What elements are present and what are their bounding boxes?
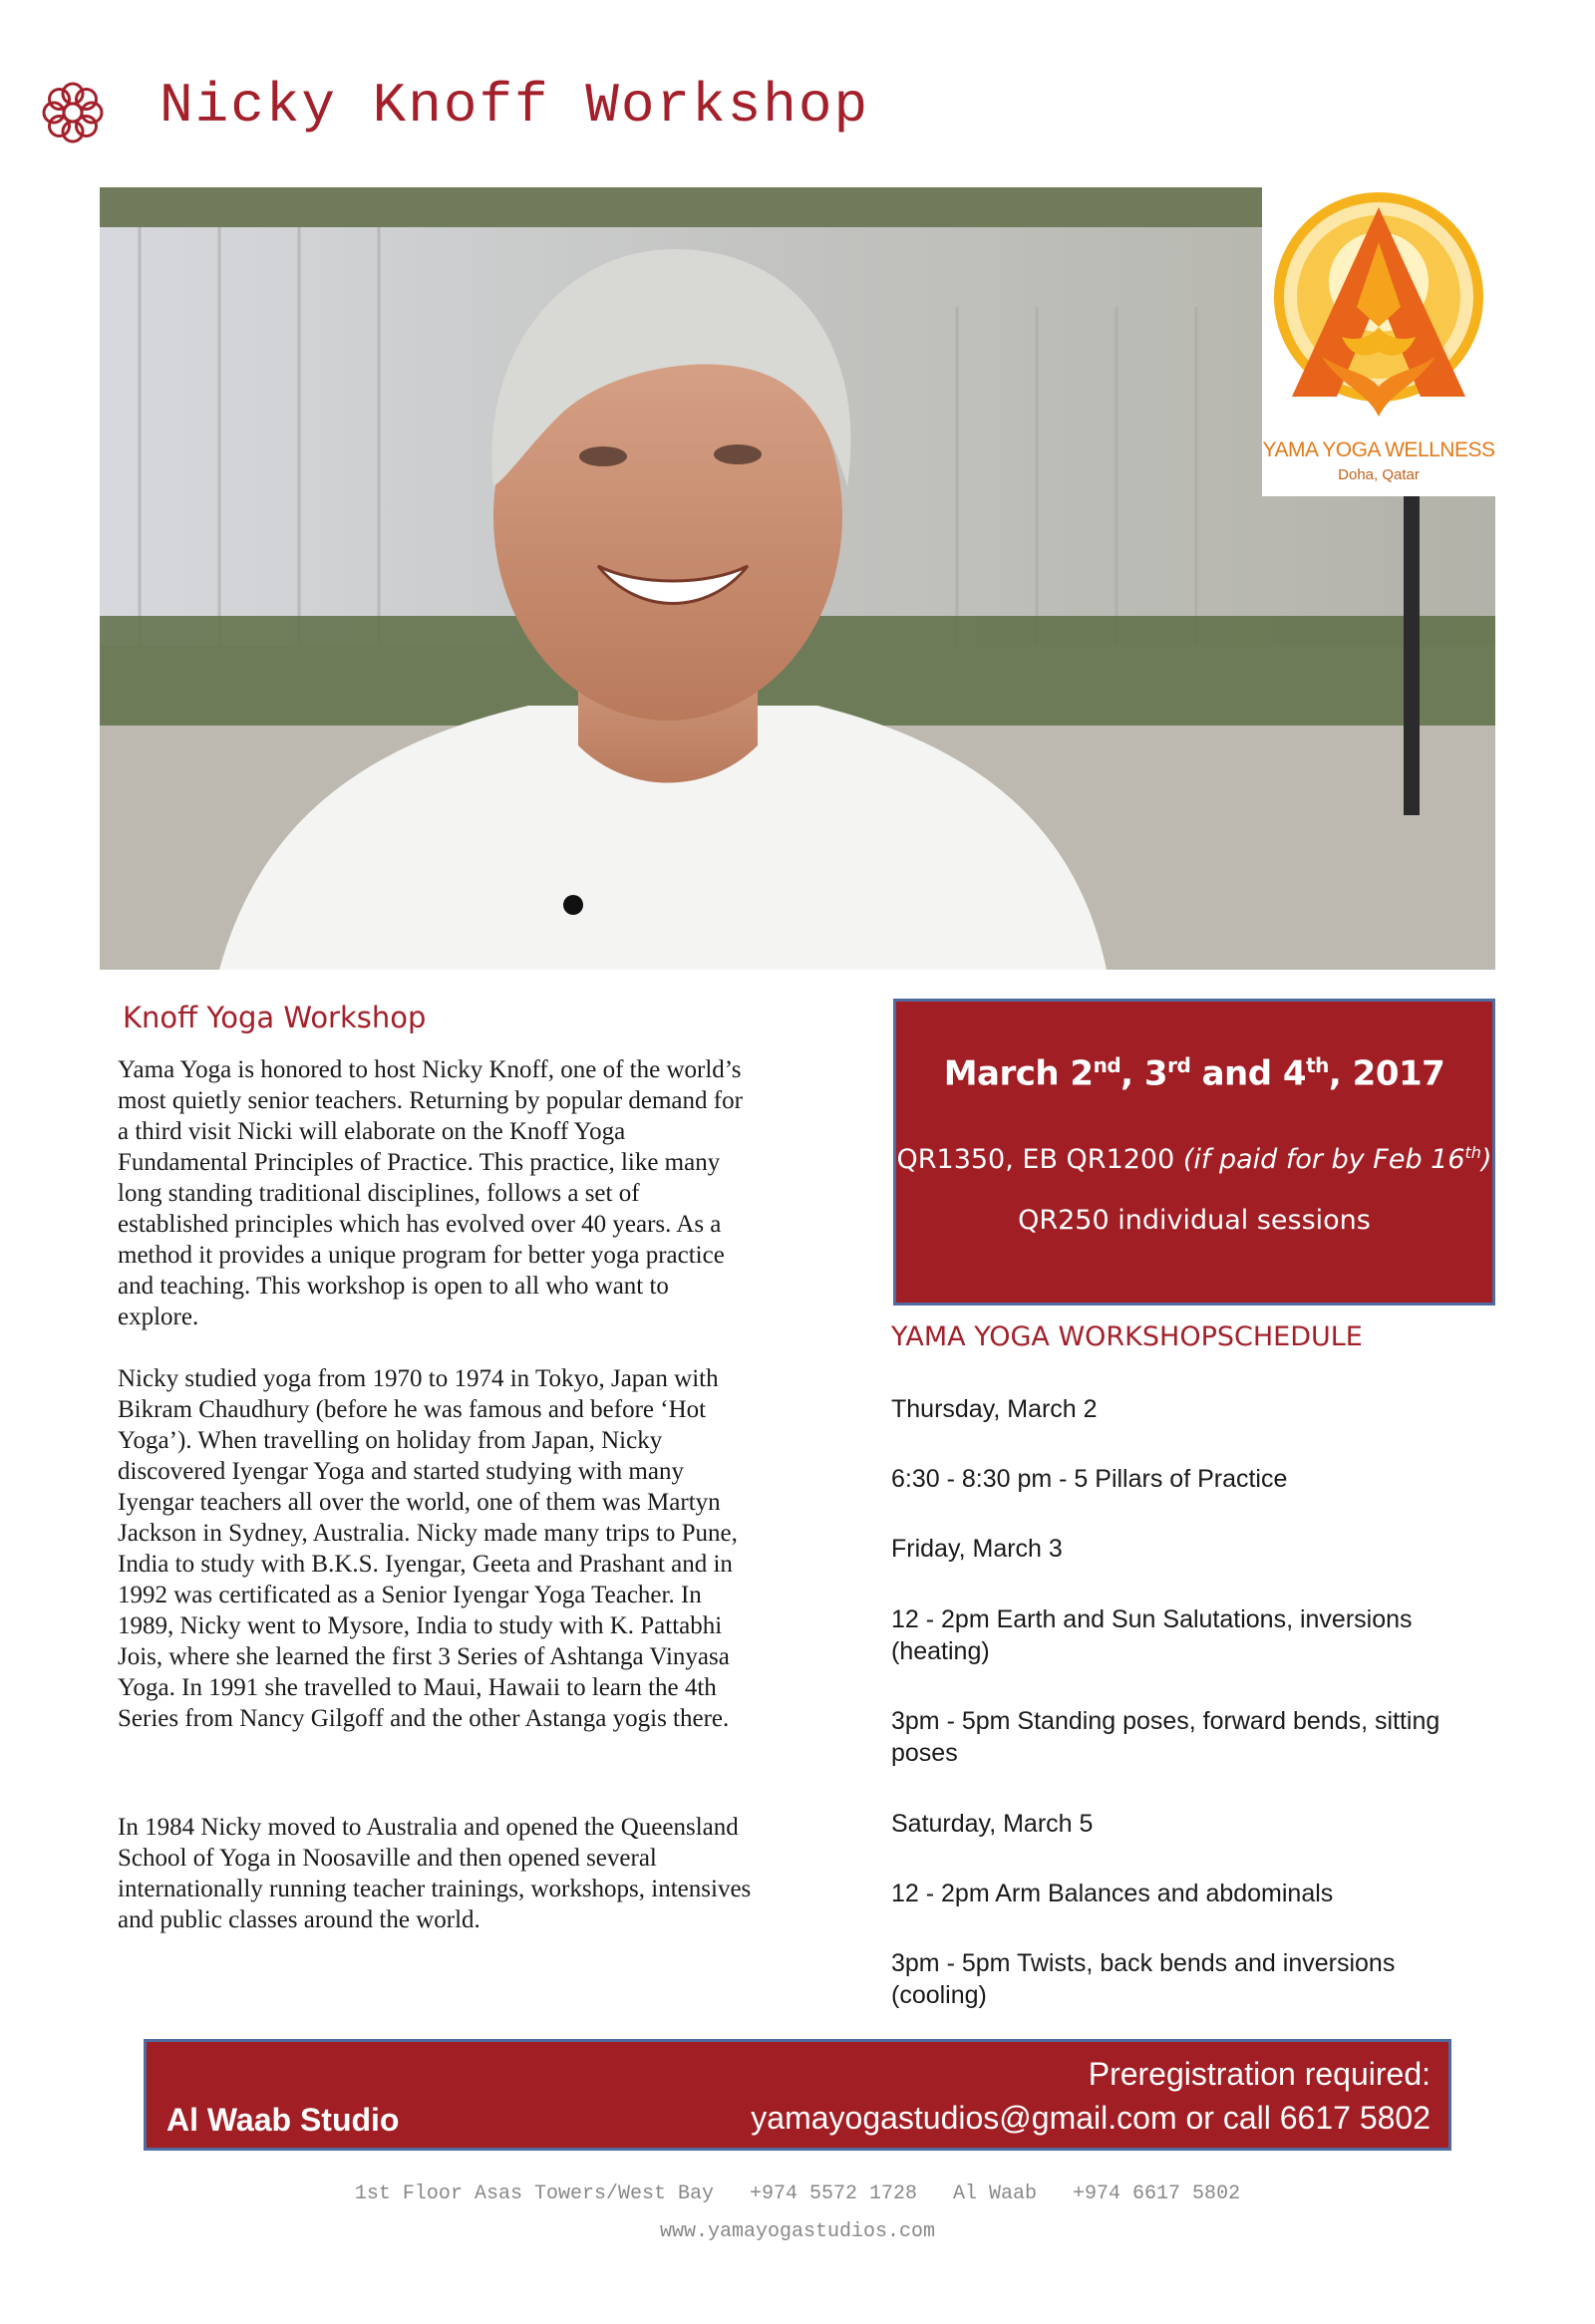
contact-info[interactable]: yamayogastudios@gmail.com or call 6617 5802 bbox=[751, 2100, 1431, 2136]
schedule-heading: YAMA YOGA WORKSHOPSCHEDULE bbox=[891, 1321, 1363, 1352]
footer-bar bbox=[144, 2039, 1451, 2151]
preregistration-label: Preregistration required: bbox=[1088, 2056, 1431, 2092]
schedule-session: 6:30 - 8:30 pm - 5 Pillars of Practice bbox=[891, 1465, 1288, 1493]
schedule-session: 3pm - 5pm Twists, back bends and inversions (cooling) bbox=[891, 1949, 1396, 2009]
event-sessions: QR250 individual sessions bbox=[1018, 1205, 1371, 1236]
yama-yoga-logo bbox=[1262, 187, 1495, 496]
website-link[interactable]: www.yamayogastudios.com bbox=[659, 2220, 936, 2243]
section-heading: Knoff Yoga Workshop bbox=[123, 1001, 427, 1034]
logo-name: YAMA YOGA WELLNESS bbox=[1262, 438, 1495, 461]
logo-city: Doha, Qatar bbox=[1338, 466, 1420, 483]
schedule-day: Saturday, March 5 bbox=[891, 1810, 1094, 1838]
schedule-day: Thursday, March 2 bbox=[891, 1395, 1098, 1423]
schedule-session: 3pm - 5pm Standing poses, forward bends, sitting poses bbox=[891, 1707, 1440, 1767]
biography-paragraph: Nicky studied yoga from 1970 to 1974 in Tokyo, Japan with Bikram Chaudhury (before he was famous and before ‘Hot Yoga’). When travelling on holiday from Japan, Nicky discovered Iyengar Yoga and started studying with many Iyengar teachers all over the world, one of them was Martyn Jackson in Sydney, Australia. Nicky made many trips to Pune, India to study with B.K.S. Iyengar, Geeta and Prashant and in 1992 was certificated as a Senior Iyengar Yoga Teacher. In 1989, Nicky went to Mysore, India to study with K. Pattabhi Jois, where she learned the first 3 Series of Ashtanga Vinyasa Yoga. In 1991 she travelled to Maui, Hawaii to learn the 4th Series from Nancy Gilgoff and the other Astanga yogis there. bbox=[118, 1365, 738, 1732]
event-info-box bbox=[893, 999, 1495, 1306]
intro-paragraph: Yama Yoga is honored to host Nicky Knoff, one of the world’s most quietly senior teachers. Returning by popular demand for a third visit Nicki will elaborate on the Knoff Yoga Fundamental Principles of Practice. This practice, like many long standing traditional disciplines, follows a set of established principles which has evolved over 40 years. As a method it provides a unique program for better yoga practice and teaching. This workshop is open to all who want to explore. bbox=[118, 1056, 743, 1330]
schedule-session: 12 - 2pm Arm Balances and abdominals bbox=[891, 1880, 1334, 1907]
australia-paragraph: In 1984 Nicky moved to Australia and opened the Queensland School of Yoga in Noosaville and then opened several internationally running teacher trainings, workshops, intensives and public classes around the world. bbox=[118, 1814, 752, 1933]
address-line: 1st Floor Asas Towers/West Bay +974 5572 1728 Al Waab +974 6617 5802 bbox=[354, 2182, 1241, 2205]
mandala-icon bbox=[38, 78, 108, 147]
schedule-session: 12 - 2pm Earth and Sun Salutations, inversions (heating) bbox=[891, 1605, 1413, 1665]
schedule-day: Friday, March 3 bbox=[891, 1535, 1063, 1563]
page-title: Nicky Knoff Workshop bbox=[160, 74, 870, 138]
event-price: QR1350, EB QR1200 (if paid for by Feb 16th) bbox=[896, 1143, 1492, 1175]
event-dates: March 2nd, 3rd and 4th, 2017 bbox=[943, 1053, 1445, 1094]
studio-name: Al Waab Studio bbox=[166, 2102, 400, 2138]
